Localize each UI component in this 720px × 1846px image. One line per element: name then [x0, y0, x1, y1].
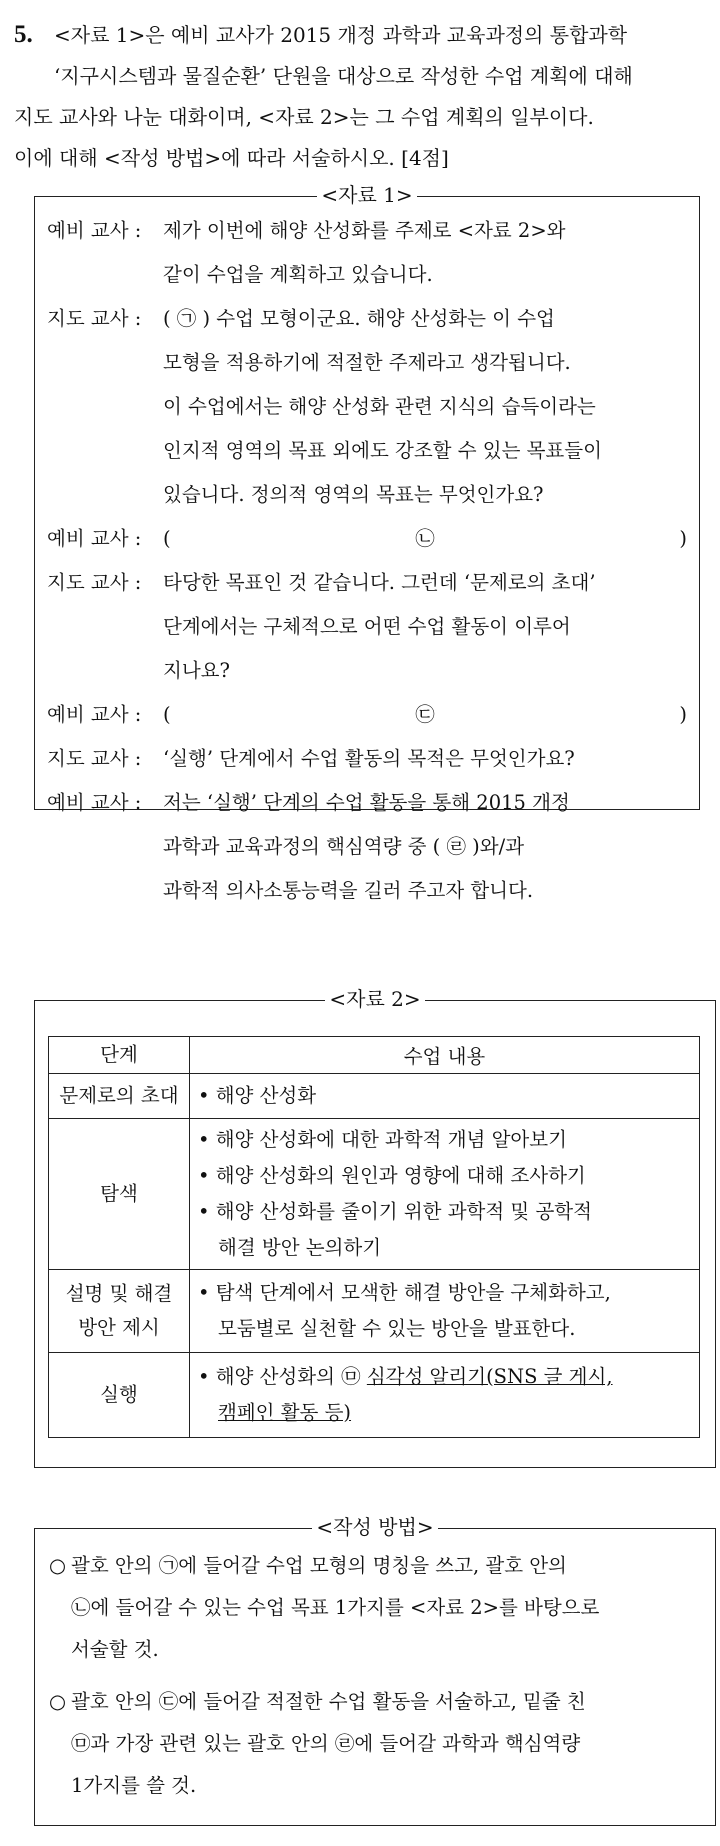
- speaker-label: 지도 교사 :: [47, 571, 142, 594]
- speech-text: 제가 이번에 해양 산성화를 주제로 <자료 2>와 같이 수업을 계획하고 있습니다.: [163, 219, 566, 286]
- dialogue-turn: [47, 297, 687, 517]
- column-header-content: 수업 내용: [190, 1037, 700, 1074]
- question-line-2: ‘지구시스템과 물질순환’ 단원을 대상으로 작성한 수업 계획에 대해: [54, 64, 633, 88]
- content-cell: • 해양 산성화에 대한 과학적 개념 알아보기 • 해양 산성화의 원인과 영향에 대해 조사하기 • 해양 산성화를 줄이기 위한 과학적 및 공학적 해결 방안 논의하기: [190, 1119, 700, 1270]
- bullet-circle: ○: [49, 1690, 67, 1713]
- question-line-3: 지도 교사와 나눈 대화이며, <자료 2>는 그 수업 계획의 일부이다.: [14, 105, 594, 129]
- dialogue: [47, 209, 687, 913]
- bullet-circle: ○: [49, 1554, 67, 1577]
- column-header-stage: 단계: [49, 1037, 190, 1074]
- underline-mark: ㉤: [341, 1365, 361, 1388]
- dialogue-turn: [47, 209, 687, 297]
- stage-cell: 문제로의 초대: [49, 1074, 190, 1119]
- blank-mark: ㉡: [415, 527, 435, 550]
- speaker-label: 지도 교사 :: [47, 307, 142, 330]
- material-1-box: [34, 183, 700, 902]
- speech-text: ( ㉠ ) 수업 모형이군요. 해양 산성화는 이 수업 모형을 적용하기에 적절한 주제라고 생각됩니다. 이 수업에서는 해양 산성화 관련 지식의 습득이라는 인지적 영역의 목표 외에도 강조할 수 있는 목표들이 있습니다. 정의적 영역의 목표는 무엇인가요?: [163, 307, 602, 506]
- dialogue-turn: [47, 561, 687, 693]
- content-cell: • 해양 산성화의 ㉤ 심각성 알리기(SNS 글 게시, 캠페인 활동 등): [190, 1353, 700, 1438]
- stage-cell: 설명 및 해결 방안 제시: [49, 1270, 190, 1353]
- content-cell: • 탐색 단계에서 모색한 해결 방안을 구체화하고, 모둠별로 실천할 수 있는 방안을 발표한다.: [190, 1270, 700, 1353]
- answer-blank-c: ( ㉢ ): [163, 693, 687, 737]
- dialogue-turn: [47, 781, 687, 913]
- dialogue-turn: [47, 693, 687, 737]
- question-stem: [14, 14, 704, 179]
- question-line-4: 이에 대해 <작성 방법>에 따라 서술하시오. [4점]: [14, 146, 449, 170]
- table-row: [49, 1353, 700, 1438]
- material-1-title: <자료 1>: [35, 183, 699, 207]
- underlined-phrase-continued: 캠페인 활동 등): [218, 1401, 352, 1424]
- stage-cell: 탐색: [49, 1119, 190, 1270]
- content-cell: • 해양 산성화: [190, 1074, 700, 1119]
- speech-text: ‘실행’ 단계에서 수업 활동의 목적은 무엇인가요?: [163, 747, 575, 770]
- table-row: [49, 1270, 700, 1353]
- material-2-box: [34, 987, 716, 1468]
- speech-text: 타당한 목표인 것 같습니다. 그런데 ‘문제로의 초대’ 단계에서는 구체적으로 어떤 수업 활동이 이루어 지나요?: [163, 571, 596, 682]
- stage-cell: 실행: [49, 1353, 190, 1438]
- table-row: [49, 1074, 700, 1119]
- blank-mark: ㉢: [415, 703, 435, 726]
- underlined-phrase: 심각성 알리기(SNS 글 게시,: [366, 1365, 613, 1388]
- dialogue-turn: [47, 737, 687, 781]
- method-box: [34, 1515, 716, 1826]
- table-header-row: [49, 1037, 700, 1074]
- method-list: [49, 1545, 703, 1817]
- speaker-label: 예비 교사 :: [47, 791, 142, 814]
- speaker-label: 예비 교사 :: [47, 527, 142, 550]
- speech-text: 저는 ‘실행’ 단계의 수업 활동을 통해 2015 개정 과학과 교육과정의 핵심역량 중 ( ㉣ )와/과 과학적 의사소통능력을 길러 주고자 합니다.: [163, 791, 570, 902]
- material-2-title: <자료 2>: [35, 987, 715, 1011]
- method-item: ○ 괄호 안의 ㉠에 들어갈 수업 모형의 명칭을 쓰고, 괄호 안의 ㉡에 들어갈 수 있는 수업 목표 1가지를 <자료 2>를 바탕으로 서술할 것.: [49, 1545, 703, 1671]
- table-row: [49, 1119, 700, 1270]
- question-line-1: 5. <자료 1>은 예비 교사가 2015 개정 과학과 교육과정의 통합과학: [14, 14, 704, 56]
- speaker-label: 지도 교사 :: [47, 747, 142, 770]
- lesson-table: [48, 1036, 700, 1438]
- method-title: <작성 방법>: [35, 1515, 715, 1539]
- speaker-label: 예비 교사 :: [47, 703, 142, 726]
- dialogue-turn: [47, 517, 687, 561]
- question-number: 5.: [14, 21, 33, 48]
- answer-blank-b: ( ㉡ ): [163, 517, 687, 561]
- method-item: ○ 괄호 안의 ㉢에 들어갈 적절한 수업 활동을 서술하고, 밑줄 친 ㉤과 가장 관련 있는 괄호 안의 ㉣에 들어갈 과학과 핵심역량 1가지를 쓸 것.: [49, 1681, 703, 1807]
- speaker-label: 예비 교사 :: [47, 219, 142, 242]
